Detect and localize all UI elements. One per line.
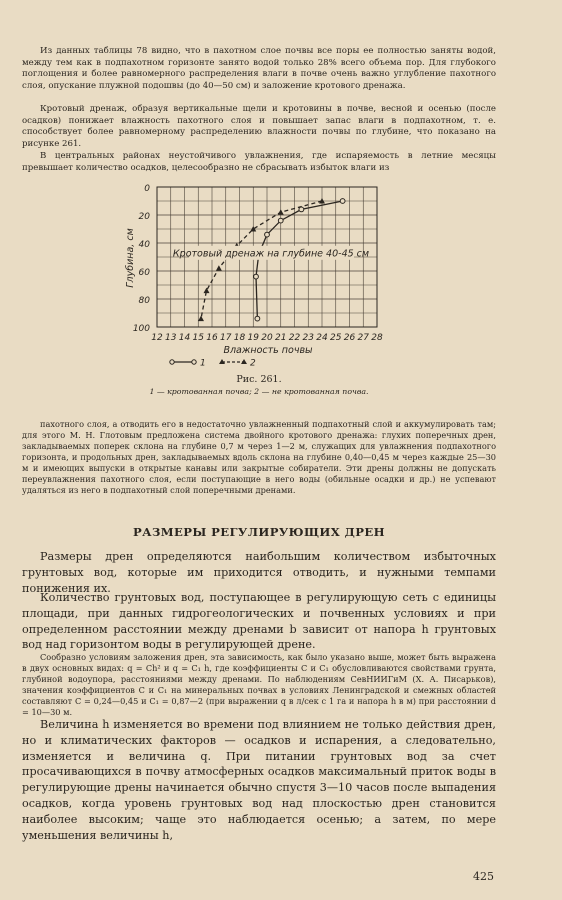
paragraph-coefficients: Сообразно условиям заложения дрен, эта зависимость, как было указано выше, может быть выражена в двух основных видах: q = Ch² и q = C₁ h, где коэффициенты C и C₁ обусловливаются свойствами грунта, глубиной водоупора, расстояниями между дренами. По наблюдениям СевНИИГиМ (Х. А. Писарьков), значения коэффициентов C и C₁ на минеральных почвах в условиях Ленинградской и смежных областей составляют C = 0,24—0,45 и C₁ = 0,87—2 (при выражении q в л/сек с 1 га и напора h в м) при расстоянии d = 10—30 м. — [22, 652, 496, 717]
y-tick-label: 100 — [132, 324, 150, 334]
paragraph-intro: Из данных таблицы 78 видно, что в пахотном слое почвы все поры ее полностью заняты водой, между тем как в подпахотном горизонте занято водой только 28% всего объема пор. Для глубокого поглощения и более равномерного распределения влаги в почве очень важно углубление пахотного слоя, опускание плужной подошвы (до 40—50 см) и заложение кротового дренажа. — [22, 46, 496, 91]
legend-label: 1 — [200, 358, 206, 369]
x-tick-label: 22 — [288, 333, 301, 343]
legend-label: 2 — [250, 358, 256, 369]
x-tick-label: 14 — [178, 333, 191, 343]
section-heading: РАЗМЕРЫ РЕГУЛИРУЮЩИХ ДРЕН — [133, 525, 385, 539]
series-point-1 — [265, 232, 270, 237]
y-tick-label: 20 — [138, 212, 150, 222]
x-tick-label: 24 — [316, 333, 328, 343]
series-point-2 — [216, 265, 222, 271]
series-point-1 — [340, 199, 345, 204]
series-point-2 — [278, 209, 284, 215]
y-tick-label: 0 — [144, 184, 150, 194]
chart-legend — [170, 359, 256, 369]
x-tick-label: 28 — [371, 333, 383, 343]
x-tick-label: 26 — [343, 333, 356, 343]
legend-marker-circle — [192, 360, 196, 364]
x-tick-label: 27 — [357, 333, 369, 343]
x-tick-label: 25 — [330, 333, 342, 343]
paragraph-mole-drainage: Кротовый дренаж, образуя вертикальные щели и кротовины в почве, весной и осенью (после осадков) понижает влажность пахотного слоя и повышает запас влаги в подпахотном, т. е. способствует более равномерному распределению влажности почвы по глубине, что показано на рисунке 261. — [22, 104, 496, 149]
y-tick-label: 40 — [138, 240, 150, 250]
y-tick-label: 60 — [138, 268, 150, 278]
page-number: 425 — [473, 870, 494, 883]
x-tick-label: 15 — [192, 333, 204, 343]
figure-title: Рис. 261. — [236, 374, 282, 385]
y-tick-label: 80 — [138, 296, 150, 306]
figure-legend: 1 — кротованная почва; 2 — не кротованная почва. — [149, 387, 369, 396]
x-tick-label: 21 — [275, 333, 287, 343]
x-tick-label: 12 — [151, 333, 163, 343]
x-tick-label: 23 — [302, 333, 314, 343]
y-axis-label: Глубина, см — [125, 228, 136, 288]
x-tick-label: 19 — [247, 333, 259, 343]
paragraph-central-regions: В центральных районах неустойчивого увлажнения, где испаряемость в летние месяцы превышает количество осадков, целесообразно не сбрасывать избыток влаги из — [22, 151, 496, 173]
x-tick-label: 20 — [261, 333, 273, 343]
paragraph-double-drainage: пахотного слоя, а отводить его в недостаточно увлажненный подпахотный слой и аккумулировать там; для этого М. Н. Глотовым предложена система двойного кротового дренажа: глухих поперечных дрен, закладываемых поперек склона на глубине 0,7 м через 1—2 м, служащих для увлажнения подпахотного горизонта, и продольных дрен, закладываемых вдоль склона на глубине 0,40—0,45 м через каждые 25—30 м и имеющих выпуски в открытые канавы или закрытые собиратели. Эти дрены должны не допускать переувлажнения пахотного слоя, если поступающие в него воды (обильные осадки и др.) не успевают удаляться из него в подпахотный слой поперечными дренами. — [22, 419, 496, 495]
legend-marker-circle — [170, 360, 174, 364]
x-tick-label: 18 — [233, 333, 246, 343]
x-axis-label: Влажность почвы — [223, 345, 313, 356]
moisture-depth-chart — [0, 0, 562, 400]
series-point-2 — [204, 288, 210, 294]
x-tick-label: 13 — [165, 333, 177, 343]
chart-annotation: Кротовый дренаж на глубине 40-45 см — [172, 248, 370, 260]
paragraph-drain-size: Размеры дрен определяются наибольшим количеством избыточных грунтовых вод, которые им приходится отводить, и нужными темпами понижения их. — [22, 550, 496, 595]
x-tick-label: 16 — [206, 333, 218, 343]
series-point-1 — [278, 218, 283, 223]
series-point-1 — [255, 316, 260, 321]
series-point-1 — [254, 274, 259, 279]
x-tick-label: 17 — [220, 333, 232, 343]
paragraph-groundwater-quantity: Количество грунтовых вод, поступающее в регулирующую сеть с единицы площади, при данных гидрогеологических и почвенных условиях и при определенном расстоянии между дренами b зависит от напора h грунтовых вод над горизонтом воды в регулирующей дрене. — [22, 591, 496, 652]
series-point-2 — [198, 316, 204, 322]
paragraph-h-variation: Величина h изменяется во времени под влиянием не только действия дрен, но и климатических факторов — осадков и испарения, а следовательно, изменяется и величина q. При питании грунтовых вод за счет просачивающихся в почву атмосферных осадков максимальный приток воды в регулирующие дрены начинается обычно спустя 3—10 часов после выпадения осадков, когда уровень грунтовых вод над плоскостью дрен становится наиболее высоким; чаще это наблюдается осенью; а затем, по мере уменьшения величины h, — [22, 718, 496, 842]
legend-marker-triangle — [241, 359, 247, 364]
